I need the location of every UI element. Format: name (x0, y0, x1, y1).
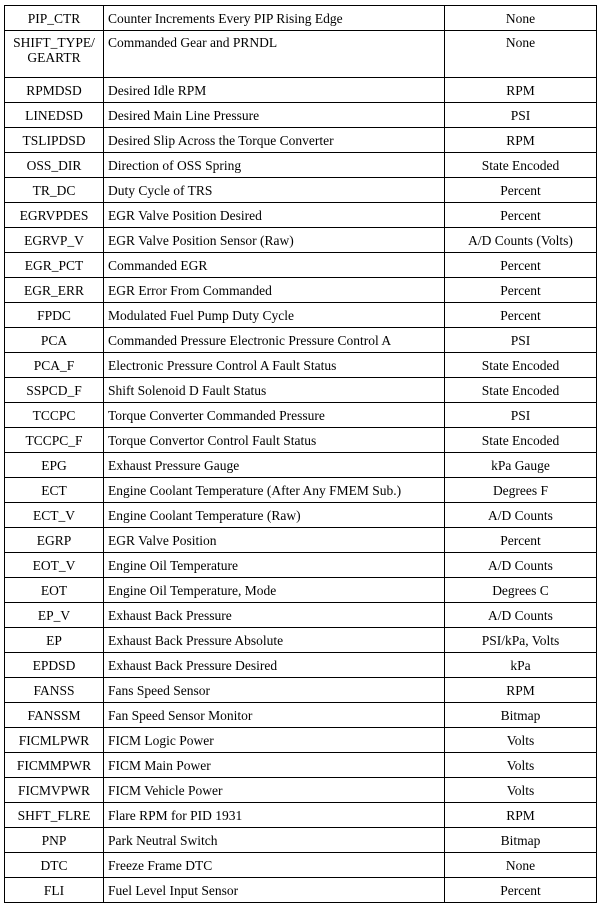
pid-cell: FPDC (5, 303, 104, 328)
units-cell: PSI (445, 403, 597, 428)
description-cell: EGR Valve Position Desired (104, 203, 445, 228)
units-cell: None (445, 6, 597, 31)
table-row (5, 428, 597, 453)
table-row (5, 728, 597, 753)
table-row (5, 403, 597, 428)
units-cell: RPM (445, 803, 597, 828)
units-cell: Volts (445, 728, 597, 753)
table-row (5, 528, 597, 553)
pid-cell: SHIFT_TYPE/ GEARTR (5, 31, 104, 78)
table-row (5, 203, 597, 228)
units-cell: Percent (445, 303, 597, 328)
pid-cell: TCCPC (5, 403, 104, 428)
description-cell: Park Neutral Switch (104, 828, 445, 853)
pid-cell: EGR_ERR (5, 278, 104, 303)
table-row (5, 653, 597, 678)
table-row (5, 353, 597, 378)
table-row (5, 553, 597, 578)
units-cell: RPM (445, 78, 597, 103)
description-cell: Engine Coolant Temperature (Raw) (104, 503, 445, 528)
description-cell: Fan Speed Sensor Monitor (104, 703, 445, 728)
table-row (5, 278, 597, 303)
table-row (5, 703, 597, 728)
description-cell: FICM Main Power (104, 753, 445, 778)
units-cell: Bitmap (445, 828, 597, 853)
units-cell: Bitmap (445, 703, 597, 728)
units-cell: PSI (445, 103, 597, 128)
units-cell: A/D Counts (Volts) (445, 228, 597, 253)
units-cell: State Encoded (445, 353, 597, 378)
pid-cell: EGRVP_V (5, 228, 104, 253)
table-row (5, 478, 597, 503)
description-cell: Engine Oil Temperature (104, 553, 445, 578)
pid-cell: DTC (5, 853, 104, 878)
pid-cell: TR_DC (5, 178, 104, 203)
pid-cell: EOT_V (5, 553, 104, 578)
units-cell: kPa (445, 653, 597, 678)
table-row (5, 128, 597, 153)
pid-cell: FLI (5, 878, 104, 903)
pid-cell: EOT (5, 578, 104, 603)
units-cell: Percent (445, 203, 597, 228)
description-cell: Electronic Pressure Control A Fault Status (104, 353, 445, 378)
pid-cell: FANSSM (5, 703, 104, 728)
units-cell: PSI/kPa, Volts (445, 628, 597, 653)
table-row (5, 603, 597, 628)
description-cell: EGR Valve Position (104, 528, 445, 553)
table-row (5, 6, 597, 31)
table-row (5, 503, 597, 528)
pid-cell: ECT_V (5, 503, 104, 528)
table-row (5, 178, 597, 203)
description-cell: FICM Logic Power (104, 728, 445, 753)
pid-cell: OSS_DIR (5, 153, 104, 178)
table-row (5, 228, 597, 253)
table-row (5, 753, 597, 778)
units-cell: Volts (445, 753, 597, 778)
pid-cell: FICMLPWR (5, 728, 104, 753)
table-row (5, 628, 597, 653)
pid-cell: LINEDSD (5, 103, 104, 128)
units-cell: A/D Counts (445, 603, 597, 628)
units-cell: None (445, 853, 597, 878)
pid-cell: PIP_CTR (5, 6, 104, 31)
units-cell: State Encoded (445, 378, 597, 403)
table-row (5, 828, 597, 853)
pid-cell: PNP (5, 828, 104, 853)
description-cell: Counter Increments Every PIP Rising Edge (104, 6, 445, 31)
units-cell: RPM (445, 128, 597, 153)
pid-cell: EGR_PCT (5, 253, 104, 278)
units-cell: Degrees C (445, 578, 597, 603)
table-row (5, 153, 597, 178)
description-cell: EGR Valve Position Sensor (Raw) (104, 228, 445, 253)
description-cell: Exhaust Pressure Gauge (104, 453, 445, 478)
pid-cell: TCCPC_F (5, 428, 104, 453)
description-cell: EGR Error From Commanded (104, 278, 445, 303)
pid-cell: SHFT_FLRE (5, 803, 104, 828)
description-cell: Desired Main Line Pressure (104, 103, 445, 128)
pid-cell: ECT (5, 478, 104, 503)
table-row (5, 803, 597, 828)
pid-cell: RPMDSD (5, 78, 104, 103)
description-cell: Torque Converter Commanded Pressure (104, 403, 445, 428)
table-row (5, 853, 597, 878)
table-row (5, 578, 597, 603)
description-cell: Exhaust Back Pressure Absolute (104, 628, 445, 653)
units-cell: Percent (445, 253, 597, 278)
table-row (5, 378, 597, 403)
pid-cell: EPDSD (5, 653, 104, 678)
pid-cell: FANSS (5, 678, 104, 703)
pid-cell: EP (5, 628, 104, 653)
description-cell: Flare RPM for PID 1931 (104, 803, 445, 828)
description-cell: Fuel Level Input Sensor (104, 878, 445, 903)
description-cell: Exhaust Back Pressure (104, 603, 445, 628)
units-cell: PSI (445, 328, 597, 353)
description-cell: Duty Cycle of TRS (104, 178, 445, 203)
pid-table (4, 5, 597, 903)
pid-cell: EGRP (5, 528, 104, 553)
pid-cell: TSLIPDSD (5, 128, 104, 153)
table-row (5, 453, 597, 478)
units-cell: Percent (445, 878, 597, 903)
units-cell: Volts (445, 778, 597, 803)
table-row (5, 78, 597, 103)
units-cell: Percent (445, 178, 597, 203)
description-cell: Exhaust Back Pressure Desired (104, 653, 445, 678)
units-cell: State Encoded (445, 153, 597, 178)
units-cell: Degrees F (445, 478, 597, 503)
table-row (5, 31, 597, 78)
pid-cell: EPG (5, 453, 104, 478)
pid-cell: PCA (5, 328, 104, 353)
table-row (5, 253, 597, 278)
units-cell: A/D Counts (445, 503, 597, 528)
pid-cell: PCA_F (5, 353, 104, 378)
description-cell: Engine Coolant Temperature (After Any FMEM Sub.) (104, 478, 445, 503)
description-cell: Commanded Pressure Electronic Pressure Control A (104, 328, 445, 353)
description-cell: Desired Idle RPM (104, 78, 445, 103)
description-cell: Freeze Frame DTC (104, 853, 445, 878)
units-cell: Percent (445, 278, 597, 303)
pid-cell: EP_V (5, 603, 104, 628)
units-cell: None (445, 31, 597, 78)
table-row (5, 303, 597, 328)
description-cell: Commanded EGR (104, 253, 445, 278)
pid-cell: FICMMPWR (5, 753, 104, 778)
description-cell: Desired Slip Across the Torque Converter (104, 128, 445, 153)
units-cell: Percent (445, 528, 597, 553)
pid-cell: FICMVPWR (5, 778, 104, 803)
table-row (5, 328, 597, 353)
description-cell: Commanded Gear and PRNDL (104, 31, 445, 78)
description-cell: Shift Solenoid D Fault Status (104, 378, 445, 403)
units-cell: State Encoded (445, 428, 597, 453)
pid-cell: EGRVPDES (5, 203, 104, 228)
pid-cell: SSPCD_F (5, 378, 104, 403)
table-row (5, 678, 597, 703)
description-cell: Direction of OSS Spring (104, 153, 445, 178)
units-cell: kPa Gauge (445, 453, 597, 478)
units-cell: RPM (445, 678, 597, 703)
description-cell: FICM Vehicle Power (104, 778, 445, 803)
table-row (5, 103, 597, 128)
description-cell: Engine Oil Temperature, Mode (104, 578, 445, 603)
table-row (5, 778, 597, 803)
units-cell: A/D Counts (445, 553, 597, 578)
description-cell: Modulated Fuel Pump Duty Cycle (104, 303, 445, 328)
description-cell: Fans Speed Sensor (104, 678, 445, 703)
description-cell: Torque Convertor Control Fault Status (104, 428, 445, 453)
pid-table-body (5, 6, 597, 903)
